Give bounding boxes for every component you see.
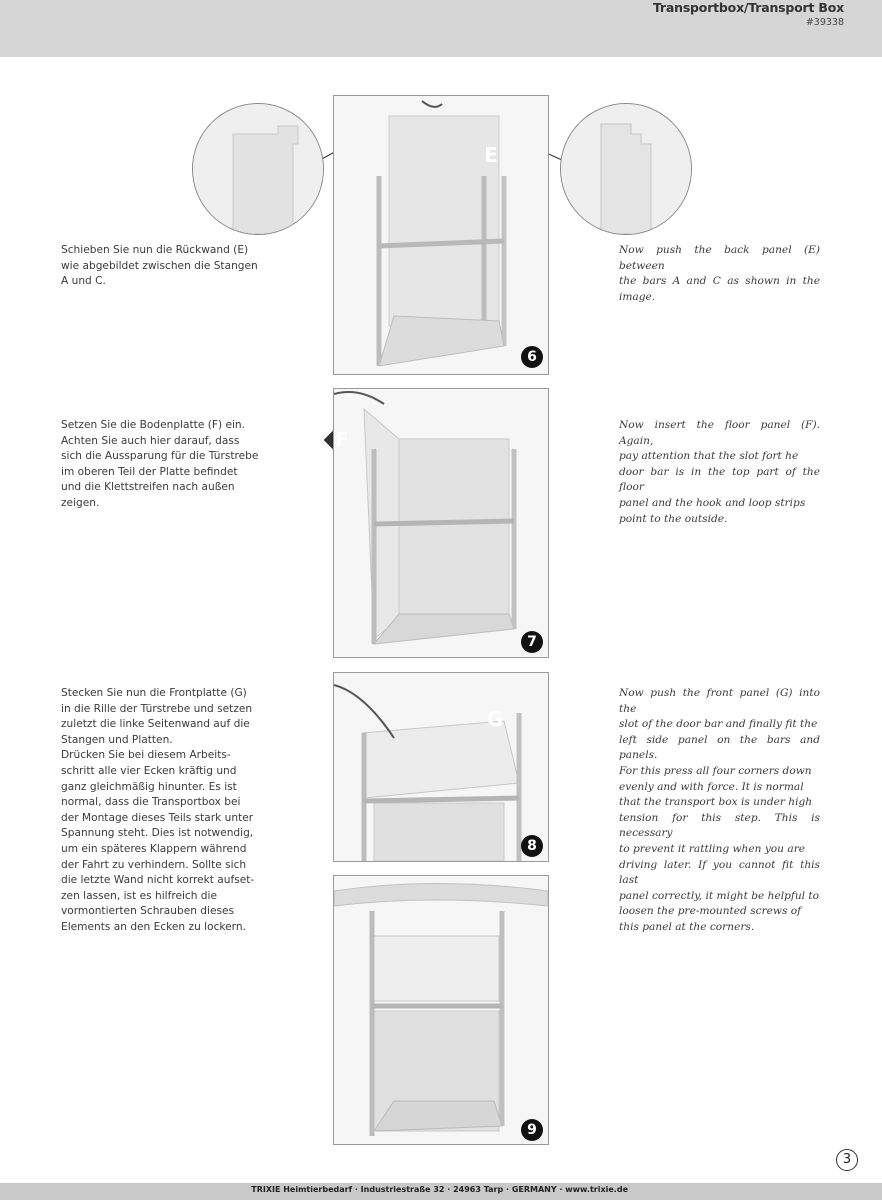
panel-label-f-icon: F: [327, 425, 357, 455]
page-footer: [0, 1183, 882, 1200]
step-7-text-de: Setzen Sie die Bodenplatte (F) ein. Achten Sie auch hier darauf, dass sich die Aussparung für die Türstrebe im oberen Teil der Platte befindet und die Klettstreifen nach außen zeigen.: [61, 419, 259, 509]
step-7-image: [333, 388, 549, 658]
step-7-text-en: Now insert the floor panel (F). Again, pay attention that the slot fort he door bar is in the top part of the floor panel and the hook and loop strips point to the outside.: [619, 419, 820, 525]
panel-label-g-icon: G: [480, 704, 510, 734]
step-6-number: 6: [521, 346, 543, 368]
step-8-number: 8: [521, 835, 543, 857]
zoom-detail-left: [192, 103, 324, 235]
step-9-image: [333, 875, 549, 1145]
step-9-number: 9: [521, 1119, 543, 1141]
step-6-text-de: Schieben Sie nun die Rückwand (E) wie abgebildet zwischen die Stangen A und C.: [61, 244, 258, 288]
document-title: Transportbox/Transport Box: [652, 0, 844, 15]
article-number: #39338: [805, 17, 844, 28]
step-7-number: 7: [521, 631, 543, 653]
panel-label-e-icon: E: [476, 140, 506, 170]
zoom-detail-right: [560, 103, 692, 235]
step-6-image: [333, 95, 549, 375]
footer-address: TRIXIE Heimtierbedarf · Industriestraße 32 · 24963 Tarp · GERMANY · www.trixie.de: [251, 1185, 628, 1194]
page-number: 3: [836, 1149, 858, 1171]
step-6-text-en: Now push the back panel (E) between the bars A and C as shown in the image.: [619, 244, 820, 303]
step-8-text-en: Now push the front panel (G) into the slot of the door bar and finally fit the left side panel on the bars and panels. For this press all four corners down evenly and with force. It is normal that the transport box is under high tension for this step. This is necessary to prevent it rattling when you are driving later. If you cannot fit this last panel correctly, it might be helpful to loosen the pre-mounted screws of this panel at the corners.: [619, 687, 820, 933]
step-8-image: [333, 672, 549, 862]
step-8-text-de: Stecken Sie nun die Frontplatte (G) in die Rille der Türstrebe und setzen zuletzt die linke Seitenwand auf die Stangen und Platten. Drücken Sie bei diesem Arbeits- schritt alle vier Ecken kräftig und ganz gleichmäßig hinunter. Es ist normal, dass die Transportbox bei der Montage dieses Teils stark unter Spannung steht. Dies ist notwendig, um ein späteres Klappern während der Fahrt zu verhindern. Sollte sich die letzte Wand nicht korrekt aufset- zen lassen, ist es hilfreich die vormontierten Schrauben dieses Elements an den Ecken zu lockern.: [61, 687, 255, 933]
